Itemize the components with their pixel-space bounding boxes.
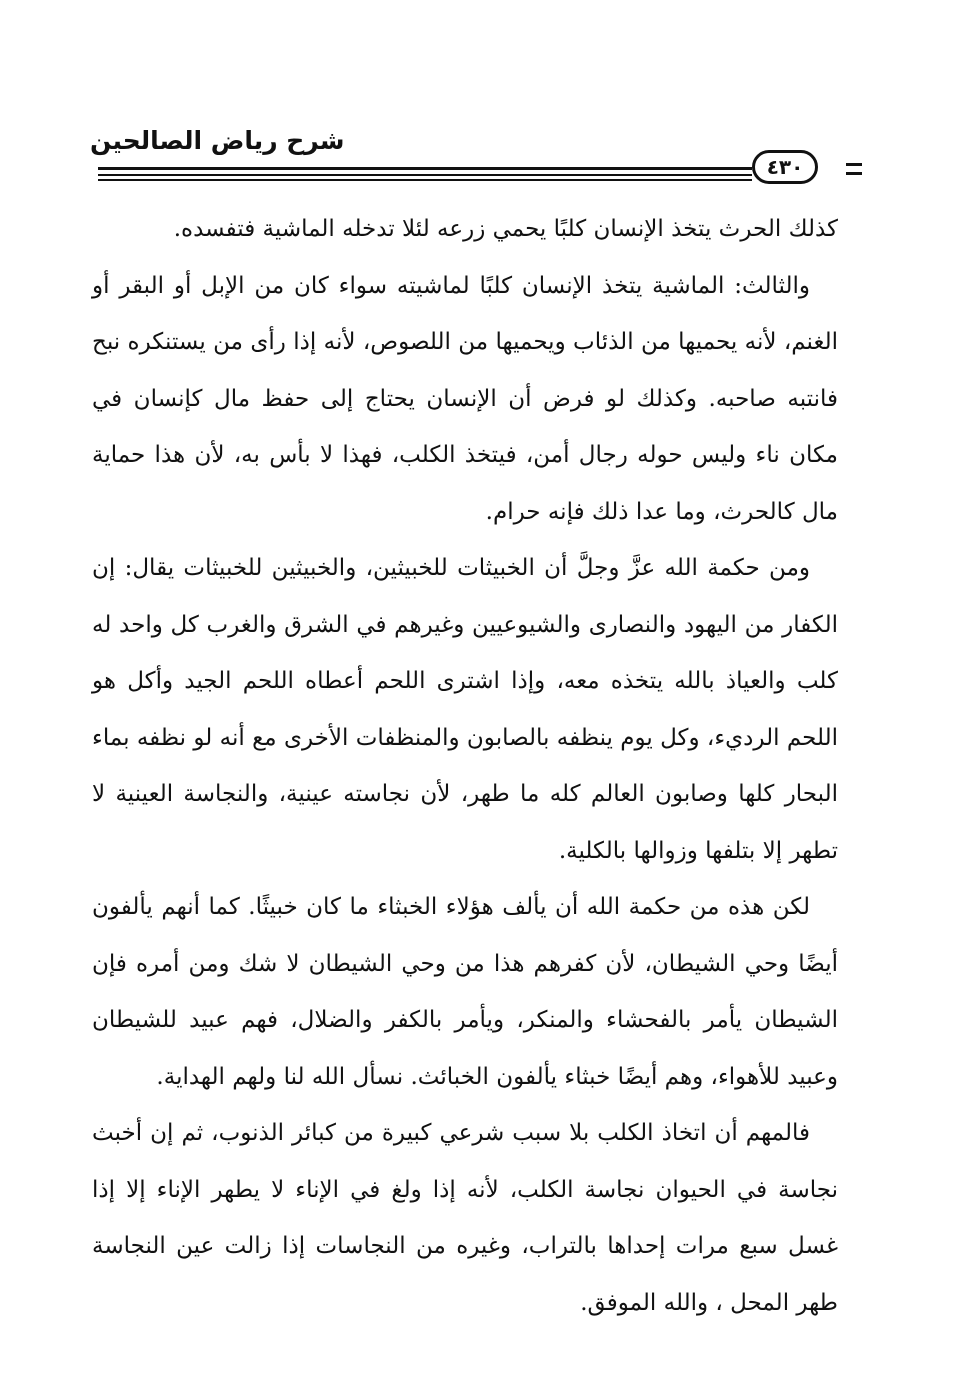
paragraph-5: فالمهم أن اتخاذ الكلب بلا سبب شرعي كبيرة من كبائر الذنوب، ثم إن أخبث نجاسة في الحيوان نجاسة الكلب، لأنه إذا ولغ في الإناء لا يطهر الإناء إلا إذا غسل سبع مرات إحداها بالتراب، وغيره من النجاسات إذا زالت عين النجاسة طهر المحل ، والله الموفق.: [92, 1120, 838, 1316]
header-right-stub-bottom: [846, 172, 862, 175]
header-rule-middle: [98, 174, 752, 176]
header-rule-top: [98, 167, 752, 170]
header-rule-bottom: [98, 179, 752, 181]
running-header-title: شرح رياض الصالحين: [90, 126, 345, 155]
paragraph-1: كذلك الحرث يتخذ الإنسان كلبًا يحمي زرعه لئلا تدخله الماشية فتفسده.: [173, 216, 838, 242]
paragraph-2: والثالث: الماشية يتخذ الإنسان كلبًا لماشيته سواء كان من الإبل أو البقر أو الغنم، لأنه يحميها من الذئاب ويحميها من اللصوص، لأنه إذا رأى من يستنكره نبح فانتبه صاحبه. وكذلك لو فرض أن الإنسان يحتاج إلى حفظ مال كإنسان في مكان ناء وليس حوله رجال أمن، فيتخذ الكلب، فهذا لا بأس به، لأن هذا حماية مال كالحرث، وما عدا ذلك فإنه حرام.: [92, 272, 838, 525]
paragraph-4: لكن هذه من حكمة الله أن يألف هؤلاء الخبثاء ما كان خبيثًا. كما أنهم يألفون أيضًا وحي الشيطان، لأن كفرهم هذا من وحي الشيطان لا شك ومن أمره فإن الشيطان يأمر بالفحشاء والمنكر، ويأمر بالكفر والضلال، فهم عبيد للشيطان وعبيد للأهواء، وهم أيضًا خبثاء يألفون الخبائث. نسأل الله لنا ولهم الهداية.: [92, 894, 838, 1090]
page-body-text: [92, 201, 838, 1331]
page-number-badge: [752, 150, 818, 184]
paragraph-3: ومن حكمة الله عزَّ وجلَّ أن الخبيثات للخبيثين، والخبيثين للخبيثات يقال: إن الكفار من اليهود والنصارى والشيوعيين وغيرهم في الشرق والغرب كل واحد له كلب والعياذ بالله يتخذه معه، وإذا اشترى اللحم أعطاه اللحم الجيد وأكل هو اللحم الرديء، وكل يوم ينظفه بالصابون والمنظفات الأخرى مع أنه لو نظفه بماء البحار كلها وصابون العالم كله ما طهر، لأن نجاسته عينية، والنجاسة العينية لا تطهر إلا بتلفها وزوالها بالكلية.: [92, 555, 838, 864]
header-right-stub-top: [846, 163, 862, 166]
page-number: ٤٣٠: [766, 155, 804, 179]
